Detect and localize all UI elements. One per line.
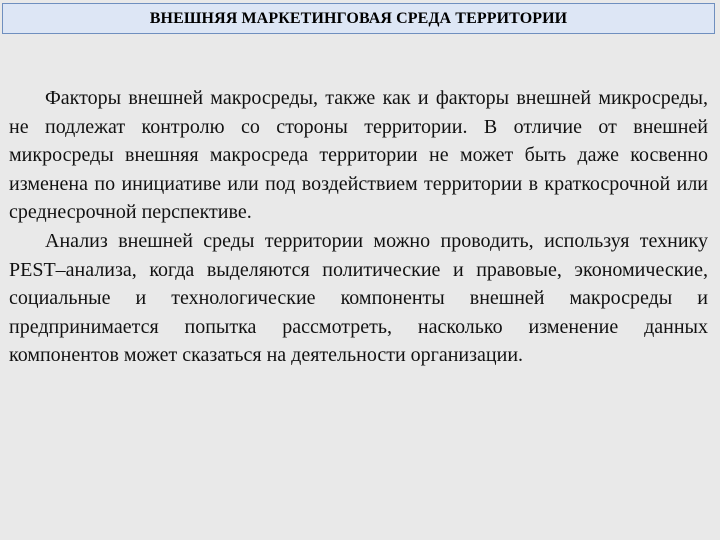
paragraph-macro-environment: Факторы внешней макросреды, также как и факторы внешней микросреды, не подлежат контролю со стороны территории. В отличие от внешней микросреды внешняя макросреда территории не может быть даже косвенно изменена по инициативе или под воздействием территории в краткосрочной или среднесрочной перспективе.: [9, 87, 708, 224]
slide-title-bar: [2, 3, 715, 34]
paragraph-pest-analysis: Анализ внешней среды территории можно проводить, используя технику PEST–анализа, когда выделяются политические и правовые, экономические, социальные и технологические компоненты внешней макросреды и предпринимается попытка рассмотреть, насколько изменение данных компонентов может сказаться на деятельности организации.: [9, 229, 708, 367]
slide-title: ВНЕШНЯЯ МАРКЕТИНГОВАЯ СРЕДА ТЕРРИТОРИИ: [149, 9, 568, 27]
slide-body: [9, 84, 708, 370]
